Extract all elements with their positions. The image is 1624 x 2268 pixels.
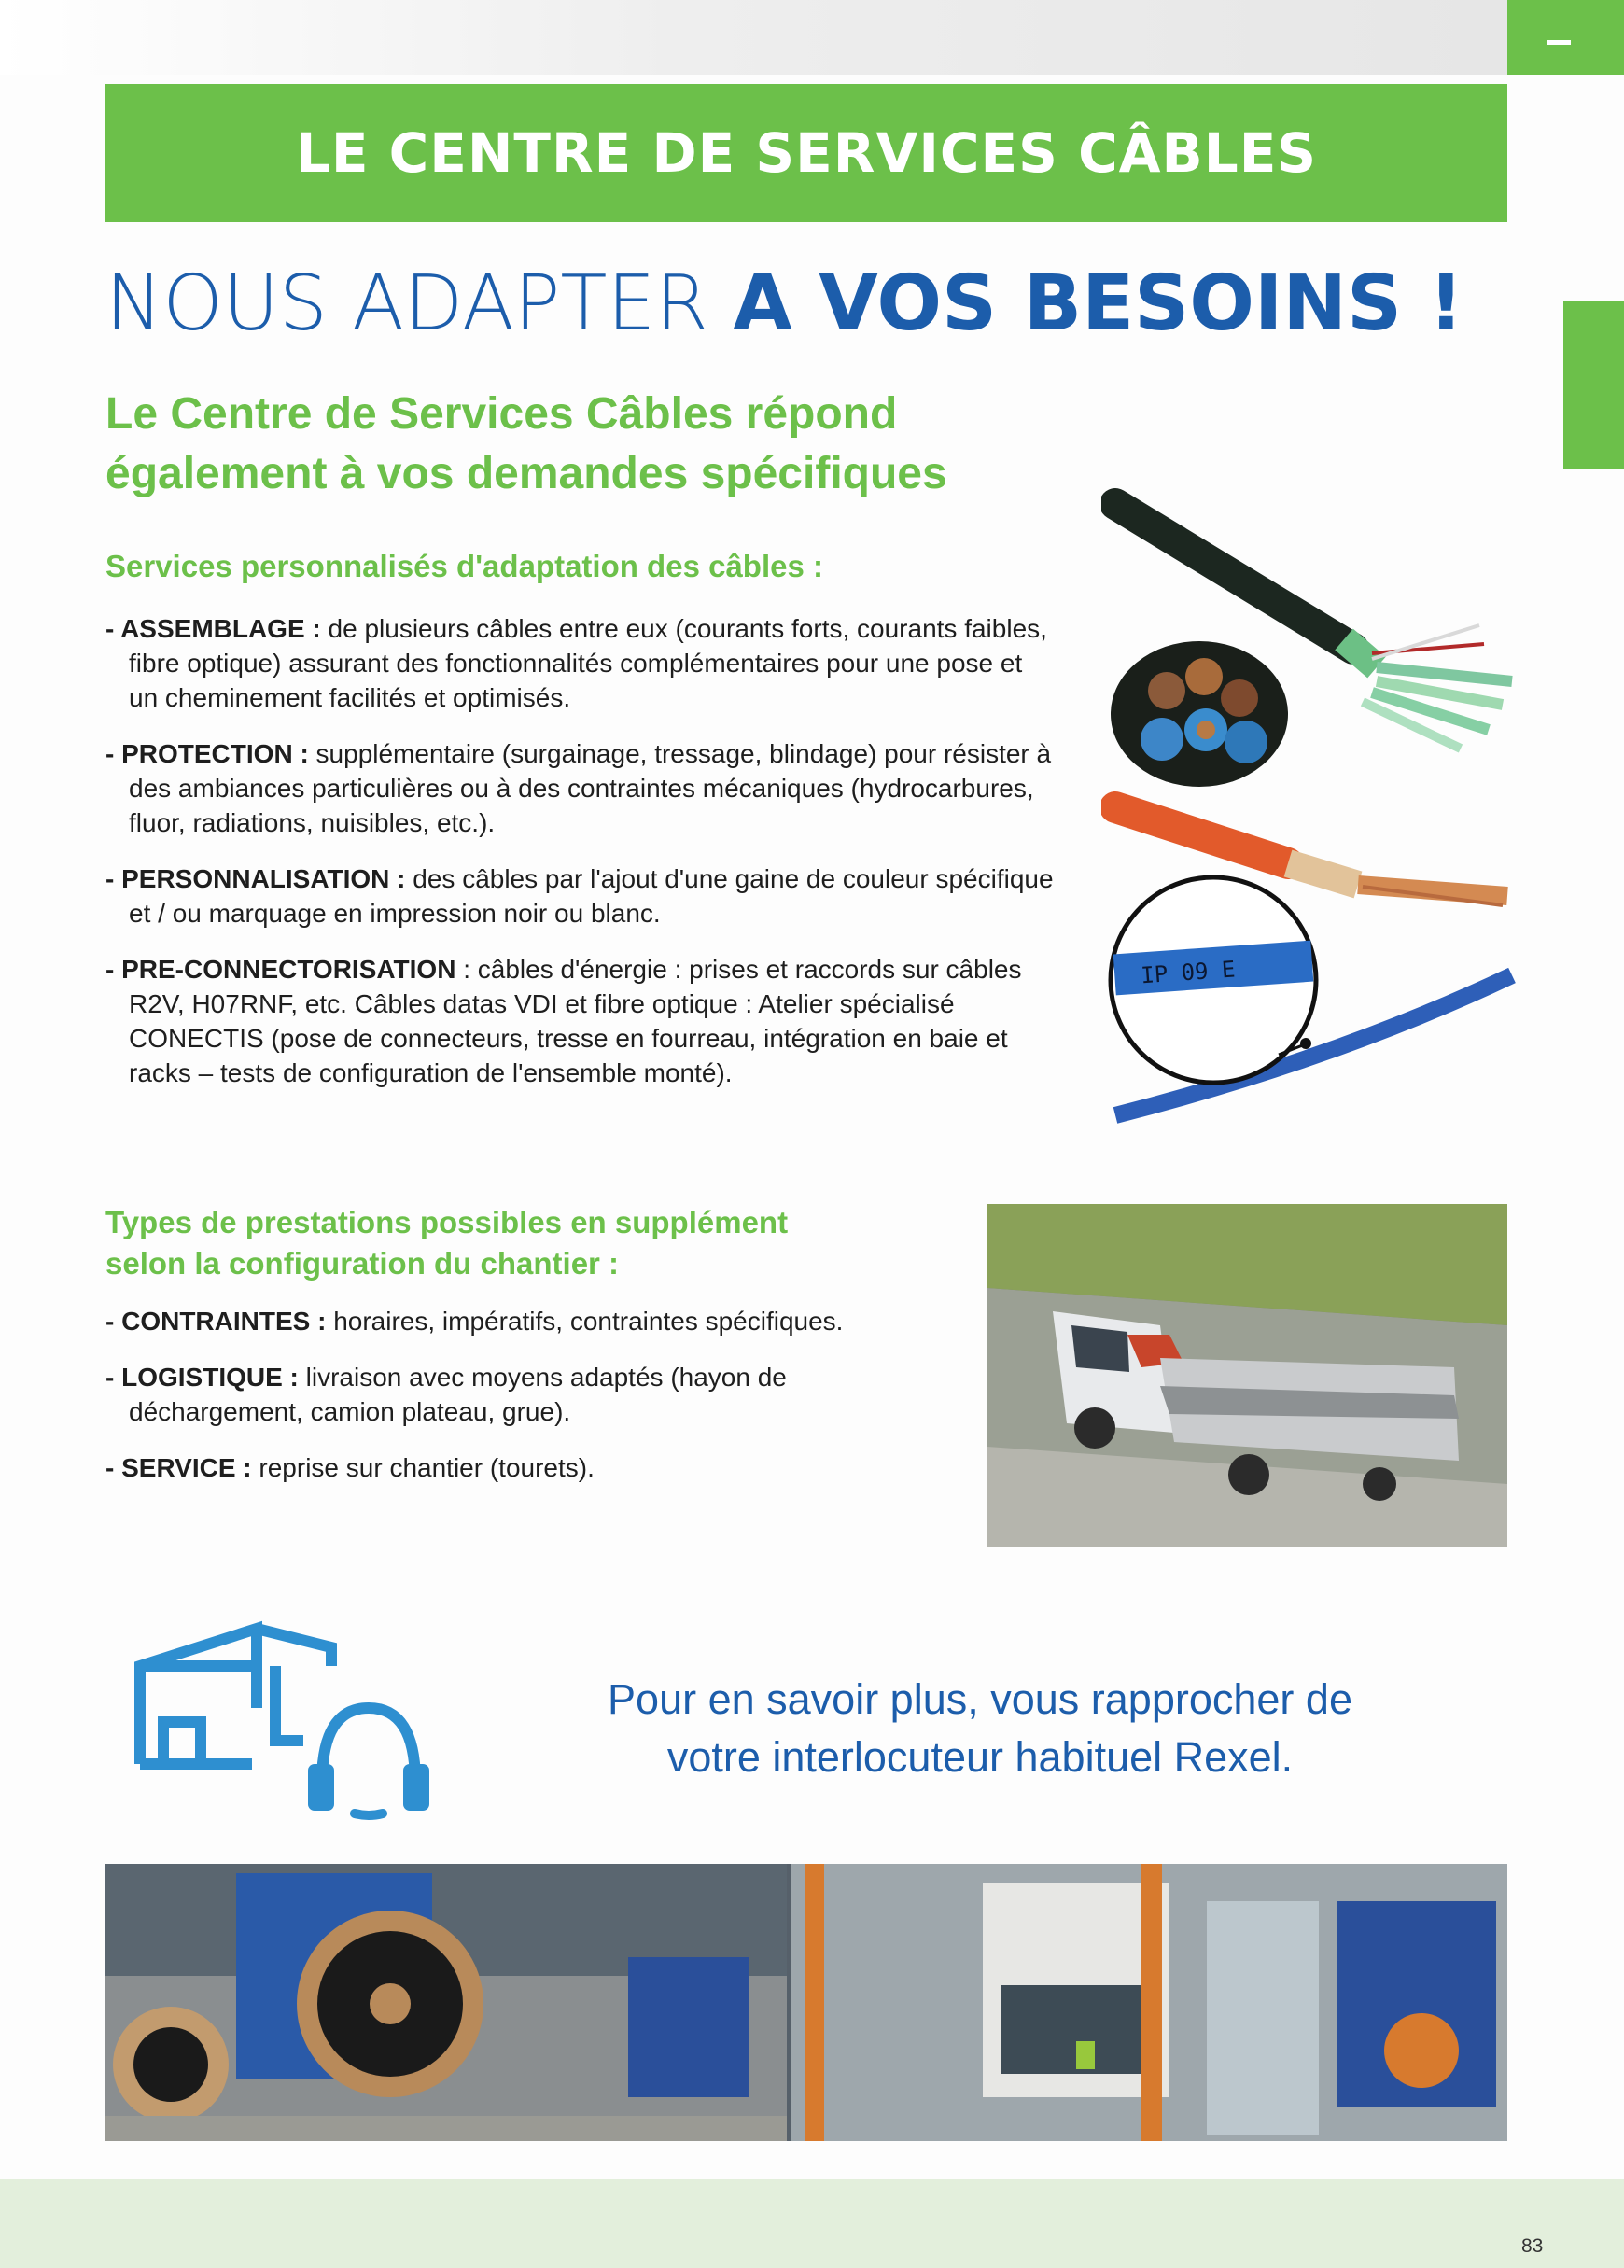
cable-marking-text: IP 09 E <box>1140 956 1237 989</box>
item-term: - ASSEMBLAGE : <box>105 614 321 643</box>
multi-core-cable-image <box>1111 504 1512 787</box>
item-term: - LOGISTIQUE : <box>105 1363 299 1392</box>
list-item <box>105 861 1057 931</box>
header-band <box>105 84 1507 222</box>
blue-marked-cable-image <box>1111 877 1512 1115</box>
building-headset-icons <box>131 1610 453 1825</box>
cta-line-2: votre interlocuteur habituel Rexel. <box>666 1733 1294 1781</box>
list-item <box>105 952 1057 1090</box>
prestations-heading <box>105 1202 945 1284</box>
page-number: 83 <box>1521 2235 1544 2257</box>
item-text: reprise sur chantier (tourets). <box>251 1453 595 1482</box>
prestations-heading-line-2: selon la configuration du chantier : <box>105 1246 620 1281</box>
item-text: horaires, impératifs, contraintes spécifiques. <box>326 1307 844 1336</box>
item-text: de plusieurs câbles entre eux (courants forts, courants faibles, fibre optique) assurant des fonctionnalités complémentaires pour une pose et un cheminement facilités et optimisés. <box>129 614 1047 712</box>
item-term: - SERVICE : <box>105 1453 252 1482</box>
corner-tab <box>1507 0 1624 75</box>
list-item <box>105 611 1057 715</box>
top-band <box>0 0 1507 75</box>
item-term: - CONTRAINTES : <box>105 1307 327 1336</box>
list-item <box>105 1450 927 1485</box>
subtitle <box>105 385 1085 504</box>
side-tab <box>1563 301 1624 469</box>
truck-photo <box>987 1204 1507 1547</box>
header-title: LE CENTRE DE SERVICES CÂBLES <box>295 121 1318 185</box>
list-item <box>105 1304 927 1338</box>
warehouse-photo <box>105 1864 787 2141</box>
cable-photos <box>1101 485 1521 1139</box>
item-text: supplémentaire (surgainage, tressage, blindage) pour résister à des ambiances particulières ou à des contraintes mécaniques (hydrocarbures, fluor, radiations, nuisibles, etc.). <box>129 739 1052 837</box>
headset-icon <box>308 1708 429 1815</box>
item-term: - PRE-CONNECTORISATION <box>105 955 456 984</box>
services-heading: Services personnalisés d'adaptation des câbles : <box>105 549 823 583</box>
building-icon <box>140 1629 331 1764</box>
prestations-list <box>105 1304 927 1506</box>
page-title <box>105 259 1464 348</box>
item-text: livraison avec moyens adaptés (hayon de déchargement, camion plateau, grue). <box>129 1363 787 1426</box>
corner-mark <box>1547 39 1571 45</box>
item-text: : câbles d'énergie : prises et raccords sur câbles R2V, H07RNF, etc. Câbles datas VDI et fibre optique : Atelier spécialisé CONECTIS (pose de connecteurs, tresse en fourreau, intégration en baie et racks – tests de configuration de l'ensemble monté). <box>129 955 1022 1087</box>
workshop-photo <box>791 1864 1507 2141</box>
subtitle-line-1: Le Centre de Services Câbles répond <box>105 389 898 439</box>
cta-text <box>509 1671 1451 1786</box>
page-title-light: NOUS ADAPTER <box>105 259 734 348</box>
prestations-heading-line-1: Types de prestations possibles en supplément <box>105 1205 789 1239</box>
warehouse-photo-strip <box>105 1864 1507 2141</box>
subtitle-line-2: également à vos demandes spécifiques <box>105 449 947 498</box>
item-text: des câbles par l'ajout d'une gaine de couleur spécifique et / ou marquage en impression noir ou blanc. <box>129 864 1054 928</box>
footer-band <box>0 2179 1624 2268</box>
item-term: - PERSONNALISATION : <box>105 864 406 893</box>
list-item <box>105 736 1057 840</box>
item-term: - PROTECTION : <box>105 739 309 768</box>
list-item <box>105 1360 927 1429</box>
services-list <box>105 611 1057 1112</box>
cta-line-1: Pour en savoir plus, vous rapprocher de <box>608 1675 1352 1723</box>
page-title-bold: A VOS BESOINS ! <box>733 259 1464 348</box>
